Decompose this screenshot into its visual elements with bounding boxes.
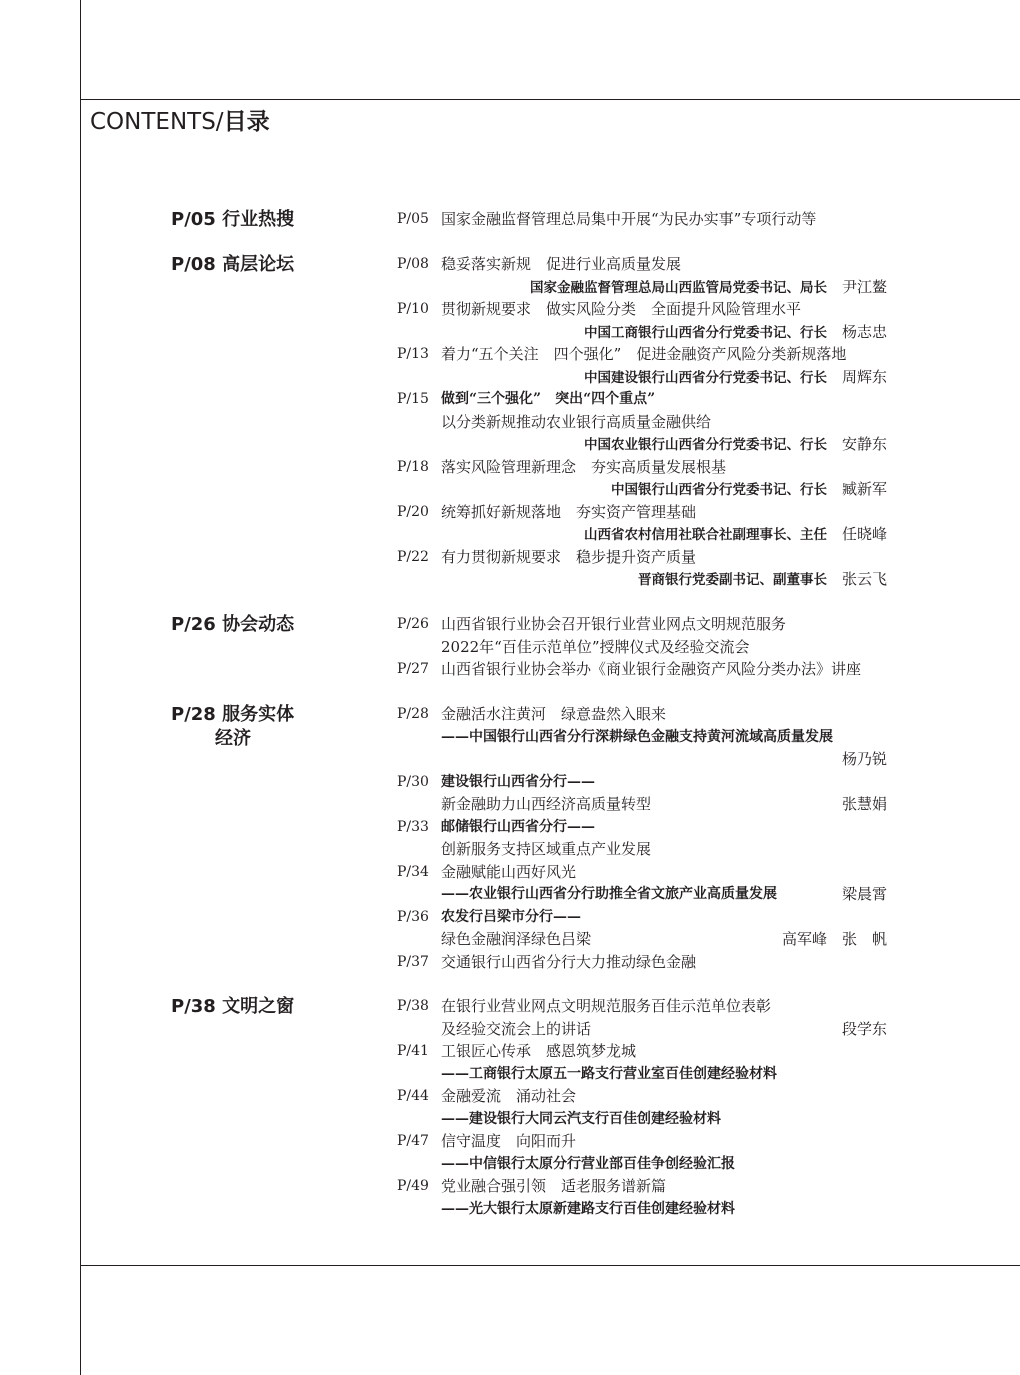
author-name: 任晓峰 <box>841 525 887 543</box>
article-title: 金融活水注黄河 绿意盎然入眼来 <box>441 705 667 723</box>
author-name: 杨志忠 <box>841 322 887 341</box>
article-title: 在银行业营业网点文明规范服务百佳示范单位表彰 <box>441 997 772 1015</box>
bottom-rule <box>80 1265 1020 1266</box>
article-title: ——农业银行山西省分行助推全省文旅产业高质量发展 <box>441 886 777 902</box>
toc-row[interactable] <box>0 433 1020 456</box>
author-org: 山西省农村信用社联合社副理事长、主任 <box>583 527 827 543</box>
author <box>842 748 887 771</box>
author-name: 周辉东 <box>841 367 887 386</box>
page-number: P/28 <box>397 706 429 722</box>
toc-row[interactable] <box>0 816 1020 839</box>
toc-row[interactable] <box>0 388 1020 411</box>
toc-row[interactable] <box>0 658 1020 681</box>
article-title: 新金融助力山西经济高质量转型 <box>441 795 652 813</box>
section-title-line: P/28 服务实体 <box>171 704 295 725</box>
article-title: 信守温度 向阳而升 <box>441 1132 577 1150</box>
author-org: 中国农业银行山西省分行党委书记、行长 <box>583 437 827 453</box>
author <box>584 523 887 547</box>
toc-row[interactable] <box>0 1063 1020 1086</box>
article-title: ——中信银行太原分行营业部百佳争创经验汇报 <box>441 1155 735 1172</box>
article-title: 农发行吕梁市分行—— <box>441 908 581 925</box>
author-name: 张慧娟 <box>841 795 887 813</box>
page-number: P/41 <box>397 1043 429 1059</box>
author <box>842 793 887 816</box>
article-title: 绿色金融润泽绿色吕梁 <box>441 930 592 948</box>
toc-row[interactable] <box>0 411 1020 434</box>
toc-row[interactable] <box>0 771 1020 794</box>
article-title: 邮储银行山西省分行—— <box>441 818 595 835</box>
article-title: 着力“五个关注 四个强化” 促进金融资产风险分类新规落地 <box>441 345 847 363</box>
page-number: P/27 <box>397 661 429 677</box>
article-title: ——中国银行山西省分行深耕绿色金融支持黄河流域高质量发展 <box>441 728 833 745</box>
author <box>584 321 887 345</box>
toc-row[interactable] <box>0 298 1020 321</box>
article-title: 交通银行山西省分行大力推动绿色金融 <box>441 952 697 971</box>
toc-row[interactable] <box>0 1108 1020 1131</box>
section-title-line: P/38 文明之窗 <box>171 996 295 1017</box>
page-number: P/08 <box>397 256 429 272</box>
section-title-line: P/26 协会动态 <box>171 614 295 635</box>
toc-row[interactable] <box>0 456 1020 479</box>
toc-row[interactable] <box>0 1130 1020 1153</box>
toc-row[interactable] <box>0 793 1020 816</box>
toc-row[interactable] <box>0 523 1020 546</box>
toc-row[interactable] <box>0 636 1020 659</box>
toc-row[interactable] <box>0 726 1020 749</box>
author <box>782 928 887 951</box>
article-title: ——光大银行太原新建路支行百佳创建经验材料 <box>441 1200 735 1217</box>
article-title: 有力贯彻新规要求 稳步提升资产质量 <box>441 547 697 566</box>
page-number: P/05 <box>397 211 429 227</box>
toc-row[interactable] <box>0 1018 1020 1041</box>
author-name: 段学东 <box>841 1019 887 1038</box>
article-title: 落实风险管理新理念 夯实高质量发展根基 <box>441 457 727 476</box>
article-title: 贯彻新规要求 做实风险分类 全面提升风险管理水平 <box>441 300 802 318</box>
toc-row[interactable] <box>0 883 1020 906</box>
author <box>842 883 887 906</box>
article-title: 建设银行山西省分行—— <box>441 773 595 790</box>
toc-row[interactable] <box>0 1153 1020 1176</box>
top-rule <box>80 99 1020 100</box>
page-number: P/26 <box>397 616 429 632</box>
toc-row[interactable] <box>0 613 1020 636</box>
author-name: 杨乃锐 <box>841 750 887 768</box>
author <box>638 568 887 592</box>
section-title-line: 经济 <box>215 728 251 749</box>
toc-row[interactable] <box>0 478 1020 501</box>
toc-row[interactable] <box>0 838 1020 861</box>
article-title: 金融赋能山西好风光 <box>441 862 577 881</box>
toc-row[interactable] <box>0 546 1020 569</box>
page-number: P/49 <box>397 1178 429 1194</box>
toc-row[interactable] <box>0 703 1020 726</box>
page-number: P/33 <box>397 818 429 835</box>
section-title-line: P/08 高层论坛 <box>171 254 295 275</box>
page-number: P/13 <box>397 346 429 362</box>
author-name: 臧新军 <box>841 480 887 498</box>
page-number: P/47 <box>397 1133 429 1149</box>
toc-row[interactable] <box>0 343 1020 366</box>
author-name: 高军峰 张 帆 <box>781 930 887 948</box>
page-number: P/10 <box>397 301 429 317</box>
author <box>584 433 887 457</box>
author <box>584 366 887 390</box>
article-title: 国家金融监督管理总局集中开展“为民办实事”专项行动等 <box>441 210 817 228</box>
author-org: 国家金融监督管理总局山西监管局党委书记、局长 <box>529 279 827 296</box>
article-title: 以分类新规推动农业银行高质量金融供给 <box>441 412 712 431</box>
author-name: 梁晨霄 <box>841 885 887 903</box>
author <box>842 1018 887 1041</box>
article-title: 统筹抓好新规落地 夯实资产管理基础 <box>441 502 697 521</box>
article-title: 2022年“百佳示范单位”授牌仪式及经验交流会 <box>441 637 750 656</box>
section-title-line: P/05 行业热搜 <box>171 209 295 230</box>
author <box>611 478 887 502</box>
page-number: P/38 <box>397 998 429 1014</box>
toc-row[interactable] <box>0 1175 1020 1198</box>
toc-row[interactable] <box>0 861 1020 884</box>
page-number: P/20 <box>397 503 429 520</box>
page-number: P/22 <box>397 548 429 565</box>
author <box>530 276 887 300</box>
title-en: CONTENTS/ <box>90 109 224 135</box>
author-org: 中国银行山西省分行党委书记、行长 <box>610 482 827 498</box>
toc-row[interactable] <box>0 1198 1020 1221</box>
author-org: 晋商银行党委副书记、副董事长 <box>637 572 827 588</box>
author-org: 中国工商银行山西省分行党委书记、行长 <box>583 324 827 341</box>
toc-row[interactable] <box>0 928 1020 951</box>
page-number: P/30 <box>397 773 429 790</box>
page-number: P/15 <box>397 391 429 407</box>
page-number: P/36 <box>397 908 429 925</box>
toc-row[interactable] <box>0 568 1020 591</box>
author-name: 安静东 <box>841 435 887 453</box>
toc-row[interactable] <box>0 253 1020 276</box>
article-title: 金融爱流 涌动社会 <box>441 1087 577 1105</box>
article-title: 山西省银行业协会召开银行业营业网点文明规范服务 <box>441 615 787 633</box>
author-name: 尹江鳌 <box>841 277 887 296</box>
toc-row[interactable] <box>0 276 1020 299</box>
article-title: 山西省银行业协会举办《商业银行金融资产风险分类办法》讲座 <box>441 660 862 678</box>
article-title: 稳妥落实新规 促进行业高质量发展 <box>441 255 682 273</box>
author-org: 中国建设银行山西省分行党委书记、行长 <box>583 369 827 386</box>
title-zh: 目录 <box>223 109 270 135</box>
page-number: P/34 <box>397 863 429 880</box>
toc-row[interactable] <box>0 951 1020 974</box>
toc-row[interactable] <box>0 501 1020 524</box>
article-title: ——建设银行大同云汽支行百佳创建经验材料 <box>441 1110 721 1127</box>
article-title: 及经验交流会上的讲话 <box>441 1019 592 1038</box>
toc-row[interactable] <box>0 321 1020 344</box>
article-title: 做到“三个强化” 突出“四个重点” <box>441 391 656 407</box>
toc-row[interactable] <box>0 995 1020 1018</box>
page-number: P/37 <box>397 953 429 970</box>
article-title: 创新服务支持区域重点产业发展 <box>441 840 652 858</box>
toc-row[interactable] <box>0 906 1020 929</box>
toc-row[interactable] <box>0 1085 1020 1108</box>
article-title: 党业融合强引领 适老服务谱新篇 <box>441 1177 667 1195</box>
page-title <box>90 106 270 138</box>
toc-row[interactable] <box>0 208 1020 231</box>
page-number: P/44 <box>397 1088 429 1104</box>
toc-row[interactable] <box>0 1040 1020 1063</box>
toc-row[interactable] <box>0 366 1020 389</box>
article-title: 工银匠心传承 感恩筑梦龙城 <box>441 1042 637 1060</box>
page-number: P/18 <box>397 458 429 475</box>
toc-row[interactable] <box>0 748 1020 771</box>
article-title: ——工商银行太原五一路支行营业室百佳创建经验材料 <box>441 1065 777 1082</box>
author-name: 张云飞 <box>841 570 887 588</box>
